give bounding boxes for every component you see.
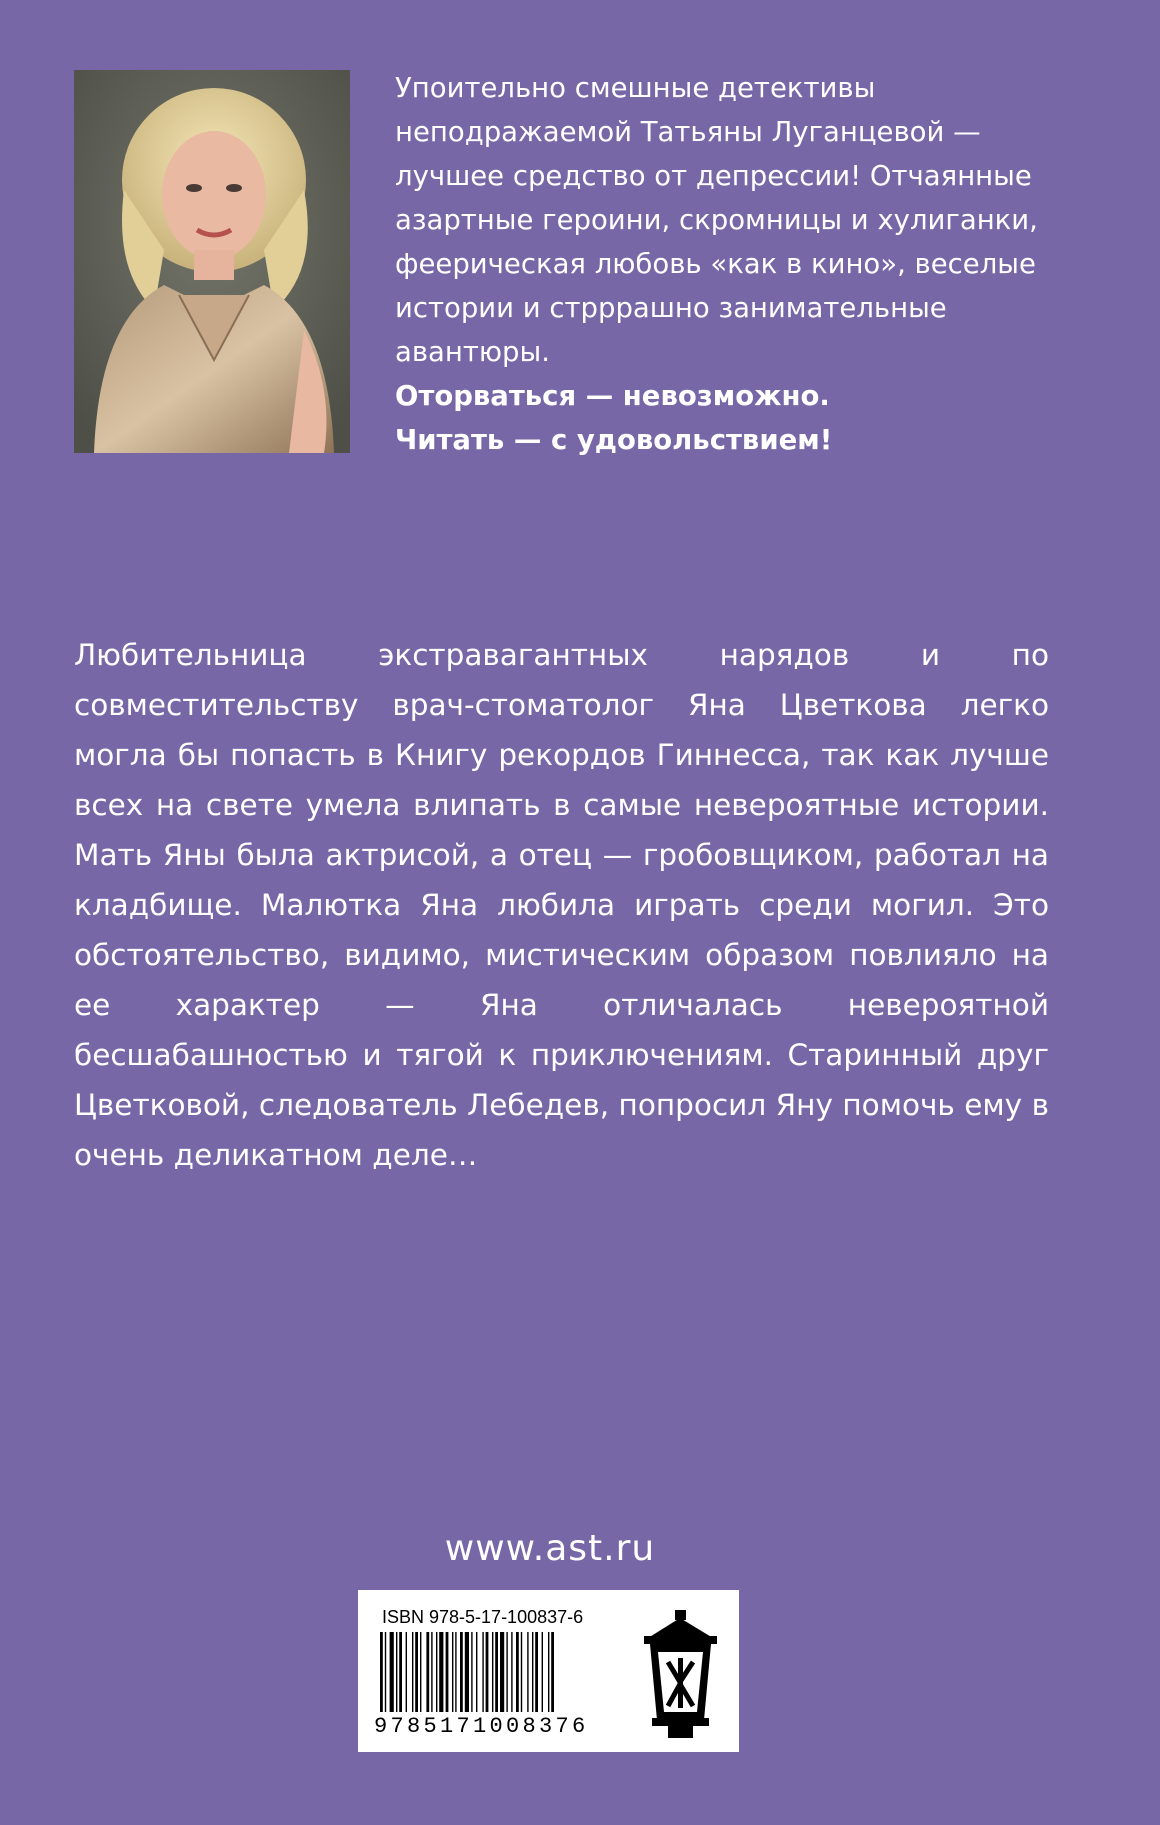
barcode-bar [516,1632,519,1712]
author-photo [74,70,350,453]
barcode-panel [358,1590,739,1752]
isbn-label: ISBN 978-5-17-100837-6 [382,1607,584,1627]
barcode-bar [511,1632,512,1712]
barcode-bar [460,1632,463,1712]
barcode-bar [482,1632,483,1712]
barcode-bar [551,1632,554,1712]
intro-tagline-1: Оторваться — невозможно. [395,380,830,412]
barcode-bar [535,1632,538,1712]
book-annotation [74,630,1049,1180]
barcode-bar [476,1632,477,1712]
barcode-graphic [378,1632,610,1712]
barcode-bar [431,1632,432,1712]
barcode-bar [492,1632,493,1712]
annotation-paragraph: Любительница экстравагантных нарядов и по совместительству врач-стоматолог Яна Цветкова легко могла бы попасть в Книгу рекордов Гиннесса, так как лучше всех на свете умела влипать в самые невероятные истории. Мать Яны была актрисой, а отец — гробовщиком, работал на кладбище. Малютка Яна любила играть среди могил. Это обстоятельство, видимо, мистическим образом повлияло на ее характер — Яна отличалась невероятной бесшабашностью и тягой к приключениям. Старинный друг Цветковой, следователь Лебедев, попросил Яну помочь ему в очень деликатном деле… [74,638,1049,1172]
lantern-logo-icon [638,1610,723,1738]
barcode-bar [527,1632,528,1712]
intro-paragraph: Упоительно смешные детективы неподражаемой Татьяны Луганцевой — лучшее средство от депрессии! Отчаянные азартные героини, скромницы и хулиганки, феерическая любовь «как в кино», веселые истории и стрррашно занимательные авантюры. [395,72,1038,368]
barcode-bar [452,1632,453,1712]
intro-text [395,66,1095,462]
barcode-bar [406,1632,407,1712]
barcode-bar [532,1632,533,1712]
barcode-bar [446,1632,449,1712]
barcode-bar [465,1632,469,1712]
barcode-bar [420,1632,421,1712]
barcode-bar [542,1632,543,1712]
barcode-bar [548,1632,549,1712]
barcode-bar [426,1632,429,1712]
ean-number: 9785171008376 [374,1714,589,1739]
website-link[interactable]: www.ast.ru [444,1528,656,1569]
barcode-bar [471,1632,472,1712]
barcode-bar [412,1632,413,1712]
barcode-bar [506,1632,507,1712]
barcode-bar [455,1632,456,1712]
barcode-bar [415,1632,418,1712]
barcode-bar [521,1632,522,1712]
barcode-bar [380,1632,383,1712]
barcode-bar [390,1632,394,1712]
barcode-bar [439,1632,443,1712]
intro-tagline-2: Читать — с удовольствием! [395,424,833,456]
barcode-bar [385,1632,386,1712]
barcode-bar [396,1632,397,1712]
barcode-bar [399,1632,402,1712]
barcode-bar [495,1632,498,1712]
barcode-bar [486,1632,489,1712]
barcode-bar [500,1632,504,1712]
barcode-bar [436,1632,437,1712]
